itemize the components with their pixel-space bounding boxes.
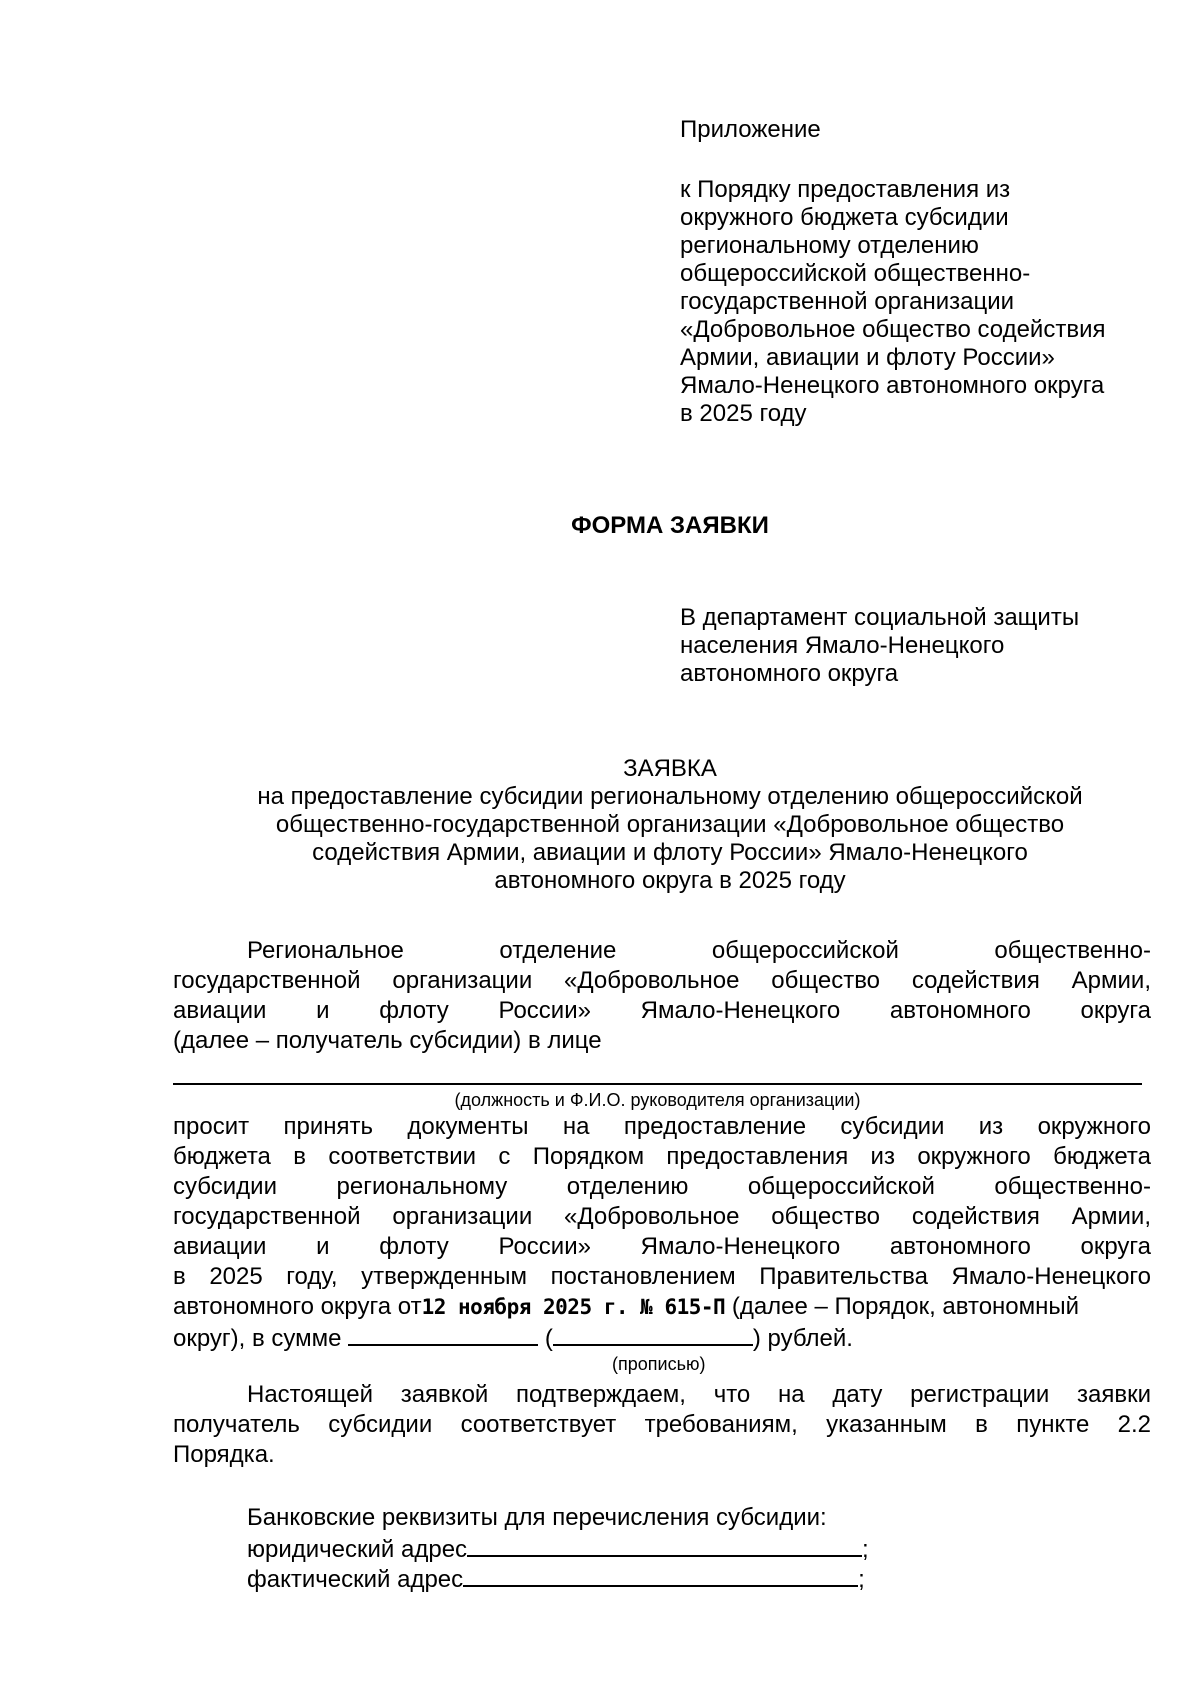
amount-paren-open: ( (538, 1325, 553, 1352)
appendix-line: «Добровольное общество содействия (680, 316, 1106, 343)
appendix-line: Армии, авиации и флоту России» (680, 344, 1055, 371)
legal-address-row (247, 1533, 947, 1563)
paragraph-line: авиации и флоту России» Ямало-Ненецкого автономного округа (173, 1233, 1151, 1260)
paragraph-line: субсидии региональному отделению общероссийской общественно- (173, 1173, 1151, 1200)
amount-suffix: ) рублей. (752, 1325, 853, 1352)
addressee-line: автономного округа (680, 660, 899, 687)
paragraph-recipient (173, 936, 1151, 1056)
appendix-line: к Порядку предоставления из (680, 176, 1011, 203)
appendix-line: общероссийской общественно- (680, 260, 1031, 287)
form-title: ФОРМА ЗАЯВКИ (571, 512, 769, 539)
application-subheading-line: автономного округа в 2025 году (494, 867, 846, 894)
application-heading: ЗАЯВКА (623, 755, 717, 782)
appendix-block (680, 116, 1180, 428)
application-subheading-line: на предоставление субсидии региональному отделению общероссийской (257, 783, 1083, 810)
line-end: ; (862, 1536, 869, 1563)
paragraph-line (173, 1322, 1151, 1352)
appendix-line: Ямало-Ненецкого автономного округа (680, 372, 1105, 399)
paragraph-line (173, 1292, 1151, 1322)
paragraph-line: в 2025 году, утвержденным постановлением Правительства Ямало-Ненецкого (173, 1263, 1151, 1290)
addressee-line: населения Ямало-Ненецкого (680, 632, 1005, 659)
application-subheading-line: содействия Армии, авиации и флоту России» Ямало-Ненецкого (312, 839, 1028, 866)
amount-words-field[interactable] (553, 1322, 753, 1346)
amount-words-caption: (прописью) (612, 1354, 706, 1374)
decree-stamp: 12 ноября 2025 г. № 615-П (421, 1295, 726, 1319)
legal-address-field[interactable] (467, 1533, 862, 1557)
paragraph-line: Порядка. (173, 1441, 275, 1468)
paragraph-line: государственной организации «Добровольное общество содействия Армии, (173, 1203, 1151, 1230)
paragraph-line: авиации и флоту России» Ямало-Ненецкого автономного округа (173, 997, 1151, 1024)
paragraph-line: Региональное отделение общероссийской общественно- (247, 937, 1151, 964)
paragraph-line: государственной организации «Добровольное общество содействия Армии, (173, 967, 1151, 994)
decree-suffix: (далее – Порядок, автономный (725, 1293, 1080, 1320)
line-end: ; (858, 1566, 865, 1593)
application-heading-block (0, 755, 1200, 895)
head-name-input-line[interactable] (173, 1083, 1142, 1085)
actual-address-field[interactable] (463, 1563, 858, 1587)
amount-digits-field[interactable] (348, 1322, 538, 1346)
addressee-line: В департамент социальной защиты (680, 604, 1080, 631)
application-subheading-line: общественно-государственной организации «Добровольное общество (275, 811, 1065, 838)
appendix-line: окружного бюджета субсидии (680, 204, 1009, 231)
decree-prefix: автономного округа от (173, 1293, 422, 1320)
appendix-title: Приложение (680, 116, 821, 143)
addressee-block (680, 604, 1180, 688)
appendix-line: региональному отделению (680, 232, 979, 259)
paragraph-request (173, 1112, 1151, 1352)
paragraph-confirmation (173, 1380, 1151, 1470)
paragraph-line: получатель субсидии соответствует требованиям, указанным в пункте 2.2 (173, 1411, 1151, 1438)
appendix-line: в 2025 году (680, 400, 807, 427)
paragraph-line: бюджета в соответствии с Порядком предоставления из окружного бюджета (173, 1143, 1151, 1170)
legal-address-label: юридический адрес (247, 1536, 468, 1563)
head-name-caption: (должность и Ф.И.О. руководителя организации) (454, 1090, 861, 1110)
spacer (680, 144, 1180, 176)
amount-label: округ), в сумме (173, 1325, 349, 1352)
bank-details-title: Банковские реквизиты для перечисления субсидии: (247, 1504, 827, 1531)
paragraph-line: (далее – получатель субсидии) в лице (173, 1027, 602, 1054)
bank-details-block (247, 1503, 947, 1593)
actual-address-row (247, 1563, 947, 1593)
paragraph-line: просит принять документы на предоставление субсидии из окружного (173, 1113, 1151, 1140)
actual-address-label: фактический адрес (247, 1566, 464, 1593)
paragraph-line: Настоящей заявкой подтверждаем, что на дату регистрации заявки (247, 1381, 1151, 1408)
appendix-line: государственной организации (680, 288, 1015, 315)
